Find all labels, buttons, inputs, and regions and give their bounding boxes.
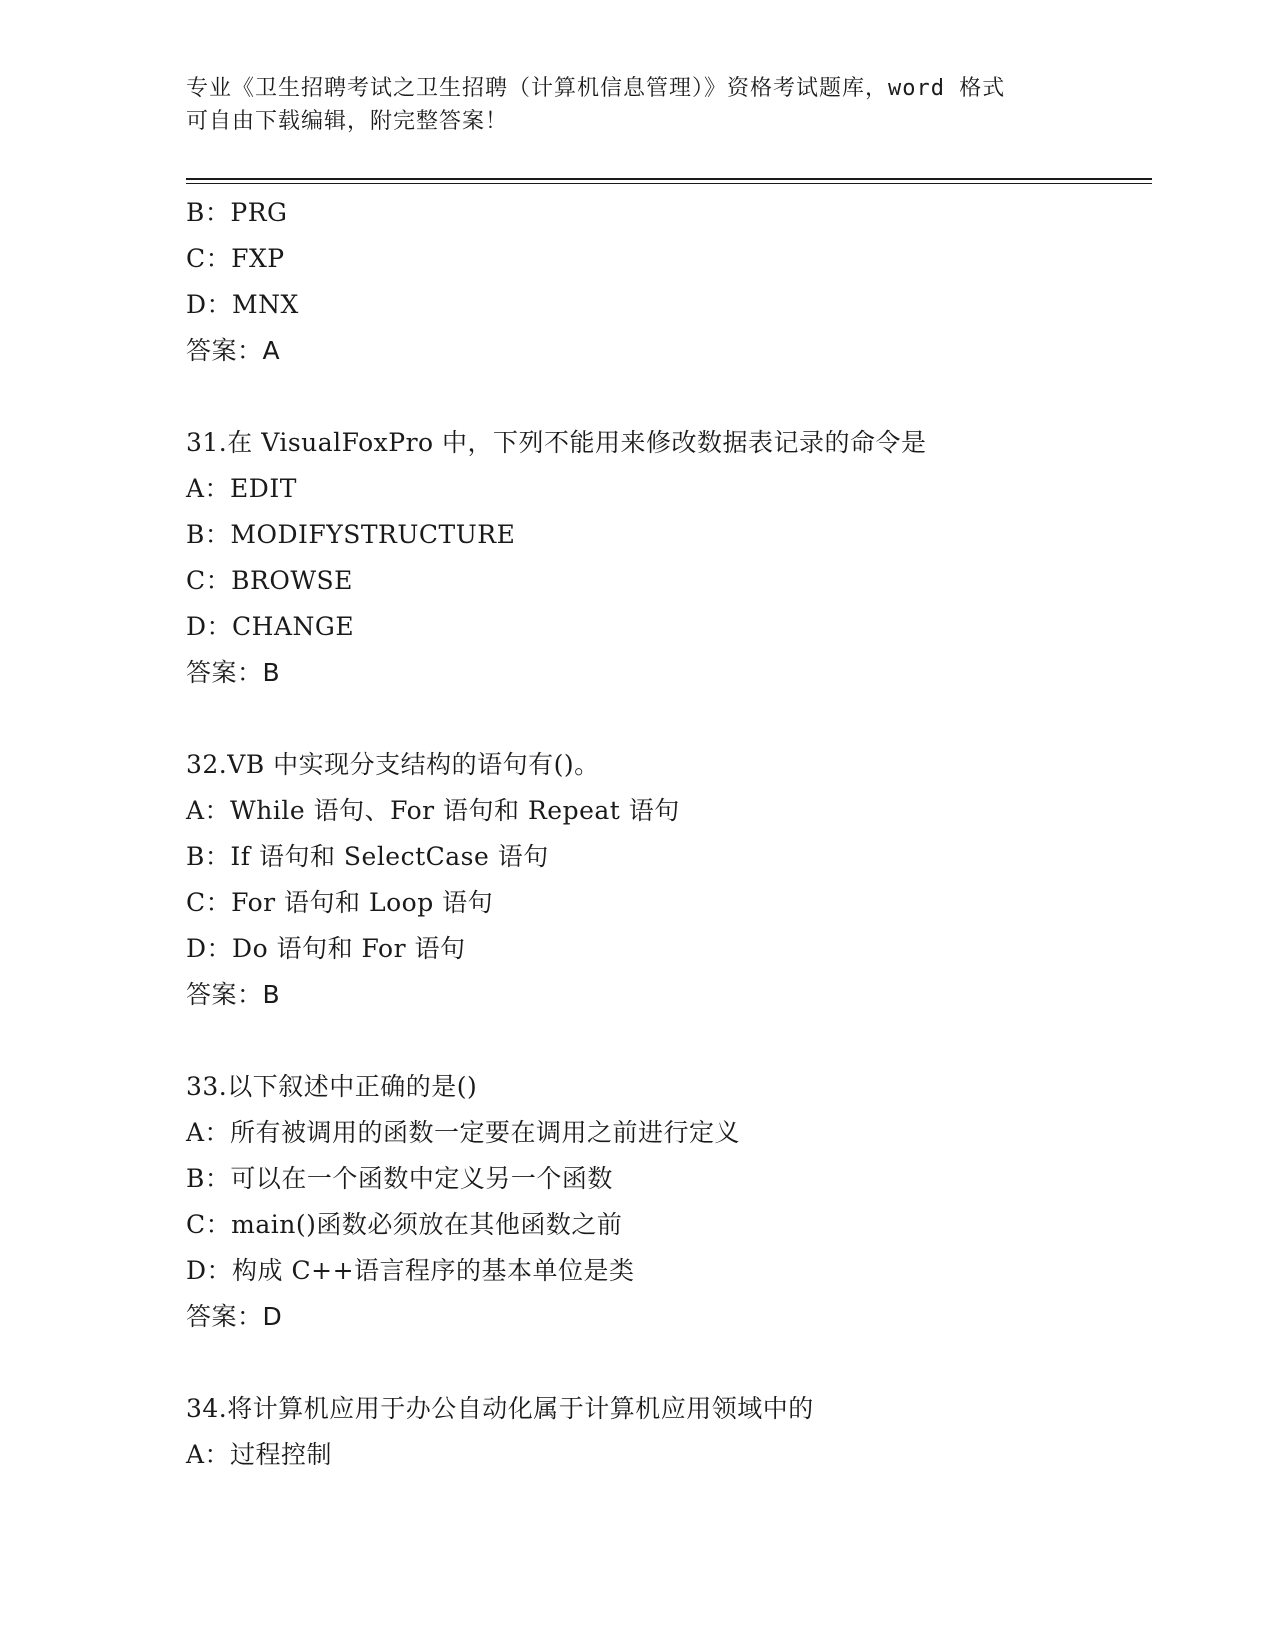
question-stem: 34.将计算机应用于办公自动化属于计算机应用领域中的: [186, 1394, 814, 1423]
option-b: B：MODIFYSTRUCTURE: [186, 520, 516, 549]
question-stem: 32.VB 中实现分支结构的语句有()。: [186, 750, 600, 779]
answer-line: 答案：B: [186, 658, 281, 687]
option-b: B：If 语句和 SelectCase 语句: [186, 842, 549, 871]
option-d: D：构成 C++语言程序的基本单位是类: [186, 1256, 635, 1285]
question-32: [186, 742, 1146, 1018]
option-b: B：可以在一个函数中定义另一个函数: [186, 1164, 613, 1193]
option-c: C：main()函数必须放在其他函数之前: [186, 1210, 623, 1239]
option-a: A：EDIT: [186, 474, 297, 503]
option-c: C：BROWSE: [186, 566, 353, 595]
option-d: D：Do 语句和 For 语句: [186, 934, 466, 963]
question-stem: 33.以下叙述中正确的是(): [186, 1072, 478, 1101]
question-33: [186, 1064, 1146, 1340]
answer-line: 答案：B: [186, 980, 281, 1009]
header-divider-thick: [186, 178, 1152, 180]
option-a: A：While 语句、For 语句和 Repeat 语句: [186, 796, 680, 825]
question-31: [186, 420, 1146, 696]
option-d: D：CHANGE: [186, 612, 355, 641]
option-a: A：所有被调用的函数一定要在调用之前进行定义: [186, 1118, 741, 1147]
answer-line: 答案：D: [186, 1302, 283, 1331]
header-line-2: 可自由下载编辑，附完整答案！: [186, 109, 509, 134]
answer-line: 答案：A: [186, 336, 281, 365]
option-b: B：PRG: [186, 198, 288, 227]
question-34: [186, 1386, 1146, 1478]
header-divider-thin: [186, 183, 1152, 184]
option-d: D：MNX: [186, 290, 299, 319]
option-c: C：FXP: [186, 244, 285, 273]
question-stem: 31.在 VisualFoxPro 中，下列不能用来修改数据表记录的命令是: [186, 428, 927, 457]
document-header: [186, 72, 1086, 138]
option-c: C：For 语句和 Loop 语句: [186, 888, 494, 917]
header-line-1: 专业《卫生招聘考试之卫生招聘（计算机信息管理）》资格考试题库，word 格式: [186, 76, 1006, 101]
option-a: A：过程控制: [186, 1440, 333, 1469]
question-30-fragment: [186, 190, 1146, 374]
question-list: [186, 190, 1146, 1478]
